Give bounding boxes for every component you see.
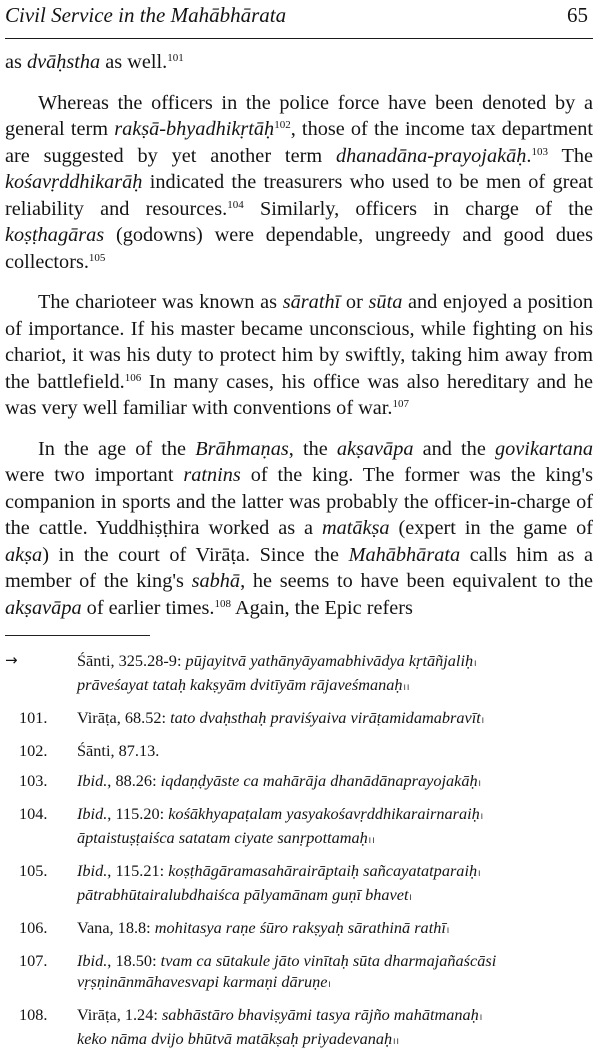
text-run: indicated the treasurers who used to be men of great reliability and resources. (5, 171, 593, 220)
italic-term: akṣa (5, 543, 43, 566)
footnotes (5, 650, 593, 1052)
italic-term: dvāḥstha (26, 51, 101, 73)
text-run: were two important (5, 464, 184, 486)
paragraph (5, 289, 593, 422)
italic-term: Ibid. (77, 861, 108, 880)
footnote-item (5, 650, 593, 698)
footnote-number: 107. (19, 951, 48, 970)
footnote-ref: 105 (88, 251, 106, 264)
footnote-ref: 101 (167, 52, 184, 64)
text-run: , 88.26: (107, 771, 161, 790)
italic-term: tvam ca sūtakule jāto vinītaḥ sūta dharmajañaścāsi (160, 951, 497, 970)
text-run: , those of the income tax department are suggested by yet another term (5, 118, 593, 167)
italic-term: Ibid. (77, 771, 108, 790)
italic-term: vṛṣṇinānmāhavesvapi karmaṇi dāruṇe (77, 972, 328, 991)
footnote-number: 108. (19, 1005, 48, 1024)
footnote-ref: 104 (227, 198, 244, 211)
text-run: , 18.50: (107, 951, 161, 970)
page-header (5, 0, 593, 39)
text-run: In many cases, his office was also hereditary and he was very well familiar with conventions of war. (5, 370, 593, 419)
continuation-arrow-icon: → (5, 651, 18, 669)
text-run: of the king. The former was the king's companion in sports and the latter was probably the officer-in-charge of the cattle. Yuddhiṣṭhira worked as a (5, 464, 593, 539)
text-run: , 115.20: (107, 804, 169, 823)
italic-term: rakṣā-bhyadhikṛtāḥ (114, 118, 275, 140)
body-text (5, 49, 593, 621)
footnote-number: 103. (19, 771, 48, 790)
italic-term: Brāhmaṇas (195, 437, 289, 460)
footnote-ref: 107 (392, 398, 409, 410)
text-run: calls him as a member of the king's (5, 543, 593, 592)
text-run: . (526, 144, 532, 167)
italic-term: pūjayitvā yathānyāyamabhivādya kṛtāñjaliḥ (185, 651, 474, 670)
text-run: The charioteer was known as (38, 291, 283, 313)
paragraph (5, 49, 593, 76)
footnote-text (77, 707, 593, 731)
text-run: Whereas the officers in the police force have been denoted by a general term (5, 91, 593, 140)
footnote-text (77, 917, 593, 941)
footnote-item (5, 950, 593, 995)
italic-term: akṣavāpa (336, 437, 414, 460)
italic-term: dhanadāna-prayojakāḥ (335, 144, 527, 167)
footnote-item (5, 860, 593, 908)
danda-mark: । (479, 811, 484, 821)
footnote-item (5, 770, 593, 794)
footnote-ref: 106 (124, 371, 142, 384)
text-run: as well. (100, 51, 168, 73)
text-run: ) in the court of Virāṭa. Since the (42, 543, 349, 566)
italic-term: koṣṭhāgāramasahārairāptaiḥ sañcayatatparaiḥ (168, 861, 478, 880)
footnote-item (5, 1004, 593, 1052)
text-run: (godowns) were dependable, ungreedy and good dues collectors. (5, 224, 593, 273)
italic-term: mohitasya raṇe śūro rakṣyaḥ sārathinā rathī (154, 918, 446, 937)
italic-term: sārathī (282, 291, 341, 313)
italic-term: sabhāstāro bhaviṣyāmi tasya rājño mahātmanaḥ (161, 1005, 479, 1024)
italic-term: iqdaṇḍyāste ca mahārāja dhanādānaprayojakāḥ (160, 771, 478, 790)
paragraph (5, 436, 593, 622)
footnote-rule (5, 635, 150, 636)
text-run: Vana, 18.8: (77, 918, 155, 937)
text-run: and the (413, 437, 495, 460)
text-run: and enjoyed a position of importance. If his master became unconscious, while fighting on his chariot, it was his duty to protect him by swiftly, taking him away from the battlefield. (5, 291, 593, 393)
text-run: Virāṭa, 68.52: (77, 708, 171, 727)
italic-term: āptaistuṣṭaiśca satatam ciyate sanṛpottamaḥ (77, 828, 368, 847)
footnote-text (77, 650, 593, 698)
italic-term: Ibid. (77, 804, 108, 823)
danda-mark: । (327, 979, 331, 989)
footnote-number: 101. (19, 708, 48, 727)
footnote-number: 106. (19, 918, 48, 937)
text-run: Again, the Epic refers (231, 596, 413, 619)
paragraph (5, 90, 593, 276)
danda-mark: । (480, 715, 485, 725)
footnote-number: 102. (19, 741, 48, 760)
danda-mark: ।। (392, 1036, 399, 1046)
text-run: , the (288, 437, 337, 460)
danda-mark: । (478, 1012, 483, 1022)
text-run: The (547, 144, 593, 167)
italic-term: tato dvaḥsthaḥ praviśyaiva virāṭamidamabravīt (170, 708, 481, 727)
danda-mark: ।। (402, 682, 410, 692)
danda-mark: । (445, 925, 450, 935)
text-run: (expert in the game of (389, 517, 593, 539)
italic-term: Mahābhārata (348, 543, 461, 566)
italic-term: prāveśayat tataḥ kakṣyām dvitīyām rājaveśmanaḥ (77, 675, 403, 694)
danda-mark: । (408, 892, 412, 902)
footnote-item (5, 707, 593, 731)
footnote-item (5, 803, 593, 851)
italic-term: ratnins (183, 464, 241, 486)
footnote-number: 104. (19, 804, 48, 823)
text-run: or (340, 291, 369, 313)
footnote-ref: 103 (531, 145, 548, 158)
footnote-text (77, 740, 593, 761)
footnote-item (5, 917, 593, 941)
text-run: , 115.21: (107, 861, 169, 880)
text-run: Similarly, officers in charge of the (243, 197, 594, 220)
danda-mark: ।। (367, 835, 375, 845)
text-run: , he seems to have been equivalent to the (240, 570, 593, 592)
footnote-text (77, 803, 593, 851)
running-head: Civil Service in the Mahābhārata (5, 3, 287, 27)
text-run: Śānti, 87.13. (77, 741, 160, 760)
danda-mark: । (473, 658, 477, 668)
text-run: In the age of the (38, 437, 196, 460)
italic-term: Ibid. (77, 951, 108, 970)
italic-term: pātrabhūtairalubdhaiśca pālyamānam guṇī bhavet (77, 885, 409, 904)
footnote-ref: 108 (214, 597, 232, 610)
footnote-text (77, 1004, 593, 1052)
text-run: of earlier times. (81, 596, 215, 619)
footnote-number: 105. (19, 861, 48, 880)
footnote-text (77, 770, 593, 794)
italic-term: sūta (368, 291, 403, 313)
italic-term: kośavṛddhikarāḥ (5, 171, 143, 193)
footnote-text (77, 950, 593, 995)
italic-term: kośākhyapaṭalam yasyakośavṛddhikarairnaraiḥ (168, 804, 480, 823)
text-run: Virāṭa, 1.24: (77, 1005, 162, 1024)
danda-mark: । (477, 778, 482, 788)
text-run: as (5, 51, 27, 73)
italic-term: keko nāma dvijo bhūtvā matākṣaḥ priyadevanaḥ (77, 1029, 393, 1048)
danda-mark: । (477, 868, 481, 878)
italic-term: govikartana (494, 437, 593, 460)
footnote-text (77, 860, 593, 908)
italic-term: sabhā (191, 570, 241, 592)
text-run: Śānti, 325.28-9: (77, 651, 186, 670)
italic-term: akṣavāpa (5, 596, 82, 619)
italic-term: matākṣa (321, 517, 390, 539)
footnote-ref: 102 (274, 119, 291, 131)
page-number: 65 (567, 3, 588, 27)
italic-term: koṣṭhagāras (5, 224, 105, 246)
footnote-item (5, 740, 593, 761)
